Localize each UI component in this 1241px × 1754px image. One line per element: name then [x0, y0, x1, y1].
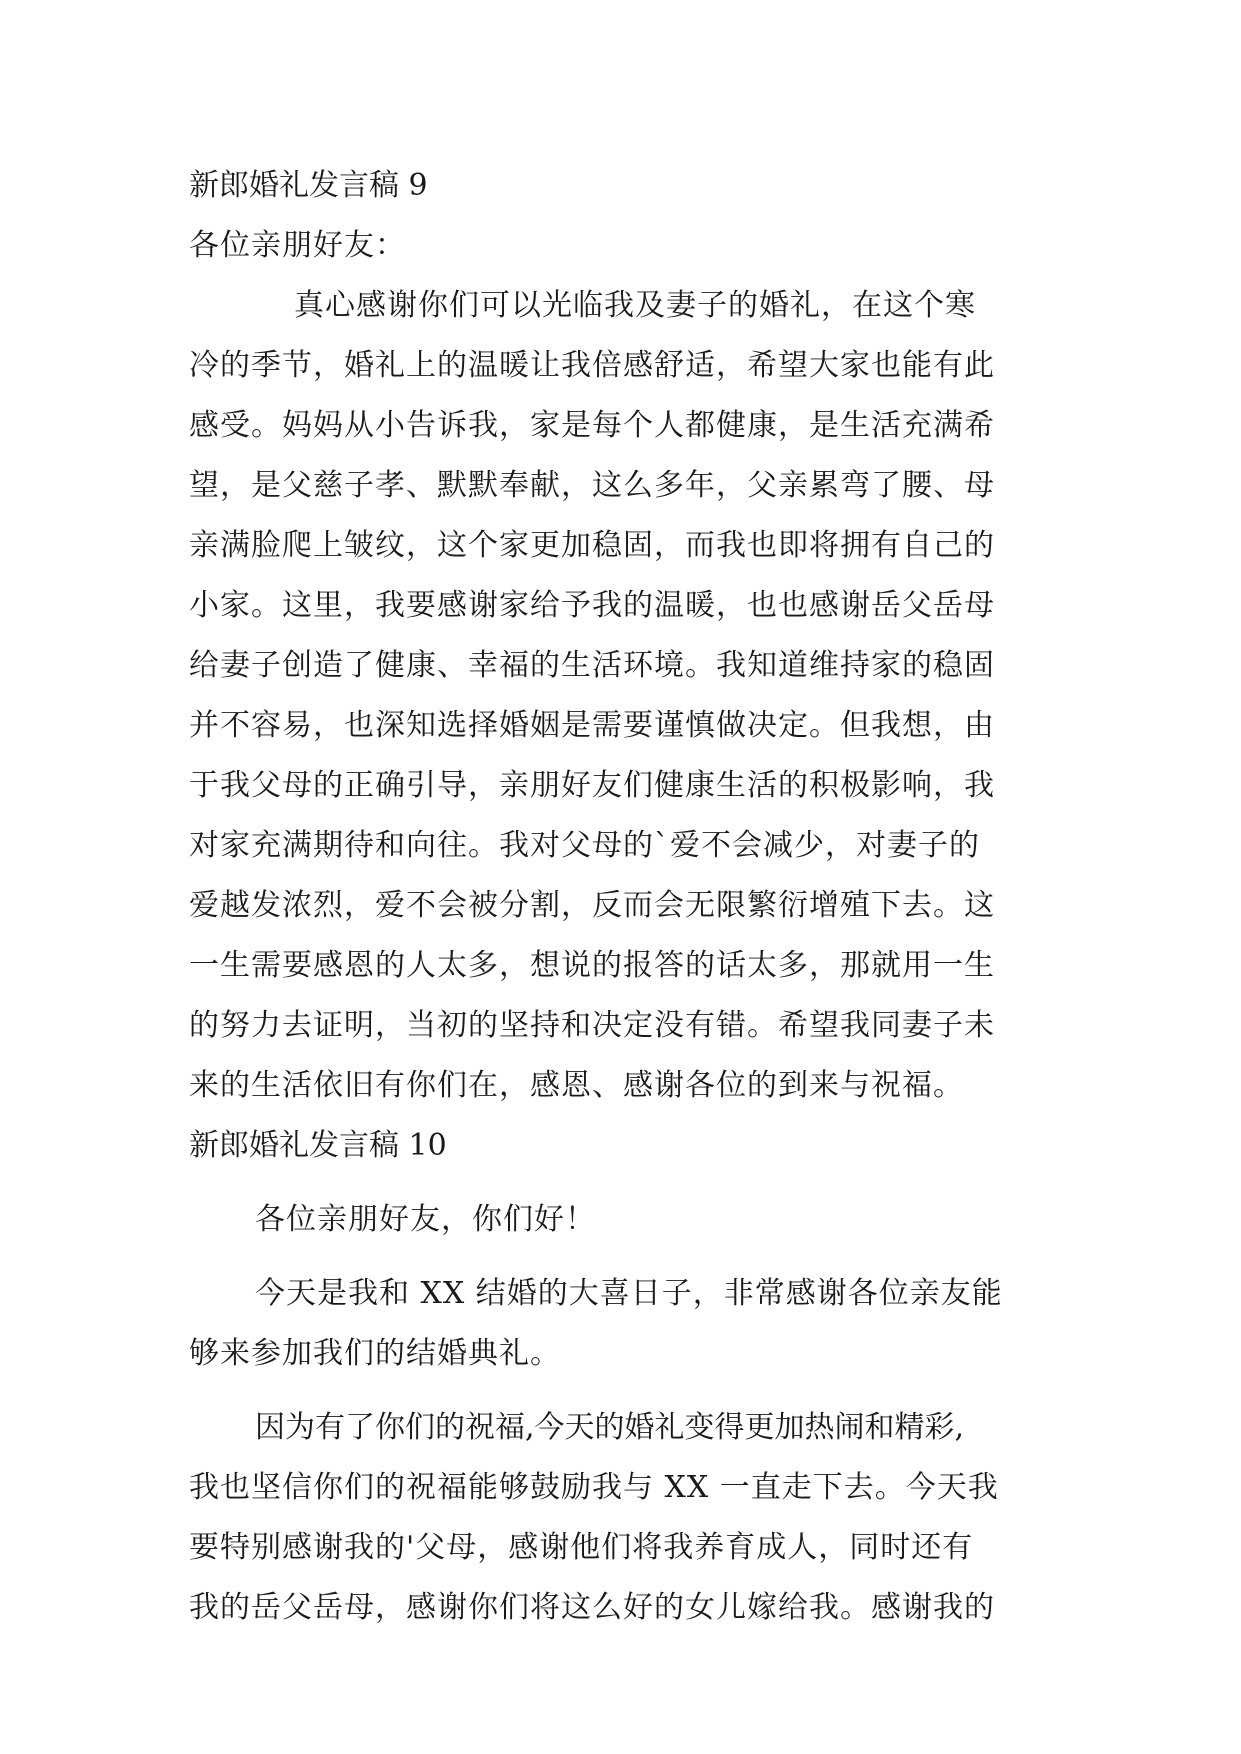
paragraph-line: 来的生活依旧有你们在，感恩、感谢各位的到来与祝福。 — [189, 1068, 964, 1103]
paragraph-line: 我的岳父岳母，感谢你们将这么好的女儿嫁给我。感谢我的 — [189, 1590, 995, 1625]
paragraph-line: 的努力去证明，当初的坚持和决定没有错。希望我同妻子未 — [189, 1008, 995, 1043]
section-title: 新郎婚礼发言稿 10 — [189, 1128, 447, 1163]
paragraph-line: 我也坚信你们的祝福能够鼓励我与 XX 一直走下去。今天我 — [189, 1470, 999, 1505]
paragraph-line: 冷的季节，婚礼上的温暖让我倍感舒适，希望大家也能有此 — [189, 348, 995, 383]
paragraph-line: 并不容易，也深知选择婚姻是需要谨慎做决定。但我想，由 — [189, 708, 995, 743]
salutation: 各位亲朋好友，你们好！ — [255, 1202, 596, 1237]
paragraph-line: 望，是父慈子孝、默默奉献，这么多年，父亲累弯了腰、母 — [189, 468, 995, 503]
paragraph-line: 真心感谢你们可以光临我及妻子的婚礼，在这个寒 — [294, 288, 976, 323]
section-title: 新郎婚礼发言稿 9 — [189, 168, 428, 203]
paragraph-line: 亲满脸爬上皱纹，这个家更加稳固，而我也即将拥有自己的 — [189, 528, 995, 563]
document-body — [189, 156, 1059, 1638]
paragraph-line: 爱越发浓烈，爱不会被分割，反而会无限繁衍增殖下去。这 — [189, 888, 995, 923]
paragraph-line: 够来参加我们的结婚典礼。 — [189, 1336, 561, 1371]
paragraph-line: 小家。这里，我要感谢家给予我的温暖，也也感谢岳父岳母 — [189, 588, 995, 623]
salutation: 各位亲朋好友： — [189, 228, 406, 263]
paragraph-line: 要特别感谢我的'父母，感谢他们将我养育成人，同时还有 — [189, 1530, 974, 1565]
paragraph-line: 感受。妈妈从小告诉我，家是每个人都健康，是生活充满希 — [189, 408, 995, 443]
paragraph-line: 今天是我和 XX 结婚的大喜日子，非常感谢各位亲友能 — [255, 1276, 1003, 1311]
paragraph-line: 于我父母的正确引导，亲朋好友们健康生活的积极影响，我 — [189, 768, 995, 803]
paragraph-line: 因为有了你们的祝福,今天的婚礼变得更加热闹和精彩, — [255, 1410, 965, 1445]
paragraph-line: 对家充满期待和向往。我对父母的`爱不会减少，对妻子的 — [189, 828, 980, 863]
paragraph-line: 一生需要感恩的人太多，想说的报答的话太多，那就用一生 — [189, 948, 995, 983]
paragraph-line: 给妻子创造了健康、幸福的生活环境。我知道维持家的稳固 — [189, 648, 995, 683]
